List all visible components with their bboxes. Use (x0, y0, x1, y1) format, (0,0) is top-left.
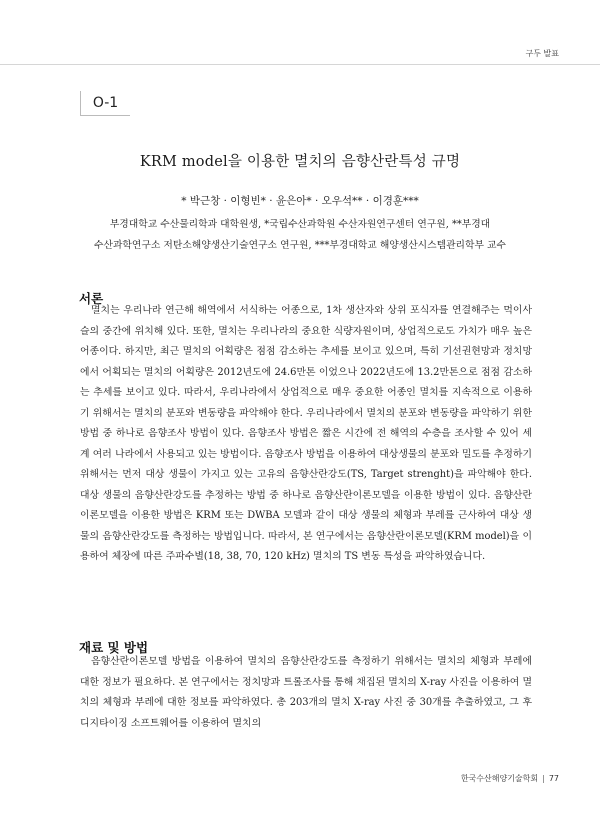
methods-heading: 재료 및 방법 (79, 640, 149, 655)
section-tag: 구두 발표 (525, 49, 559, 58)
methods-body: 음향산란이론모델 방법을 이용하여 멸치의 음향산란강도를 측정하기 위해서는 멸치의 체형과 부레에 대한 정보가 필요하다. 본 연구에서는 정치망과 트롤조사를 통해 채집된 멸치의 X-ray 사진을 이용하여 멸치의 체형과 부레에 대한 정보를 파악하였다. 총 203개의 멸치 X-ray 사진 중 30개를 추출하였고, 그 후 디지타이징 소프트웨어를 이용하여 멸치의 (80, 656, 532, 729)
introduction-body: 멸치는 우리나라 연근해 해역에서 서식하는 어종으로, 1차 생산자와 상위 포식자를 연결해주는 먹이사슬의 중간에 위치해 있다. 또한, 멸치는 우리나라의 중요한 식량자원이며, 상업적으로도 가치가 매우 높은 어종이다. 하지만, 최근 멸치의 어획량은 점점 감소하는 추세를 보이고 있으며, 특히 기선권현망과 정치망에서 어획되는 멸치의 어획량은 2012년도에 24.6만톤 이었으나 2022년도에 13.2만톤으로 점점 감소하는 추세를 보이고 있다. 따라서, 우리나라에서 상업적으로 매우 중요한 어종인 멸치를 지속적으로 이용하기 위해서는 멸치의 분포와 변동량을 파악해야 한다. 우리나라에서 멸치의 분포와 변동량을 파악하기 위한 방법 중 하나로 음향조사 방법이 있다. 음향조사 방법은 짧은 시간에 전 해역의 수층을 조사할 수 있어 세계 여러 나라에서 사용되고 있는 방법이다. 음향조사 방법을 이용하여 대상생물의 분포와 밀도를 추정하기 위해서는 먼저 대상 생물이 가지고 있는 고유의 음향산란강도(TS, Target strenght)을 파악해야 한다. 대상 생물의 음향산란강도를 추정하는 방법 중 하나로 음향산란이론모델을 이용한 방법이 있다. 음향산란이론모델을 이용한 방법은 KRM 또는 DWBA 모델과 같이 대상 생물의 체형과 부레를 근사하여 대상 생물의 음향산란강도를 측정하는 방법입니다. 따라서, 본 연구에서는 음향산란이론모델(KRM model)을 이용하여 체장에 따른 주파수별(18, 38, 70, 120 kHz) 멸치의 TS 변동 특성을 파악하였습니다. (80, 305, 532, 562)
affiliation-line-1: 부경대학교 수산물리학과 대학원생, *국립수산과학원 수산자원연구센터 연구원, **부경대 (109, 219, 491, 230)
session-code: O-1 (80, 91, 130, 116)
header-divider (0, 64, 600, 65)
page-footer (461, 773, 559, 784)
affiliation-line-2: 수산과학연구소 저탄소해양생산기술연구소 연구원, ***부경대학교 해양생산시스템관리학부 교수 (94, 240, 506, 251)
introduction-heading: 서론 (79, 291, 104, 306)
page-number: 77 (548, 774, 559, 783)
footer-separator: | (542, 774, 545, 783)
paper-title: KRM model을 이용한 멸치의 음향산란특성 규명 (139, 154, 461, 170)
author-list: * 박근창 · 이형빈* · 윤은아* · 오우석** · 이경훈*** (181, 195, 419, 207)
society-name: 한국수산해양기술학회 (460, 774, 539, 783)
